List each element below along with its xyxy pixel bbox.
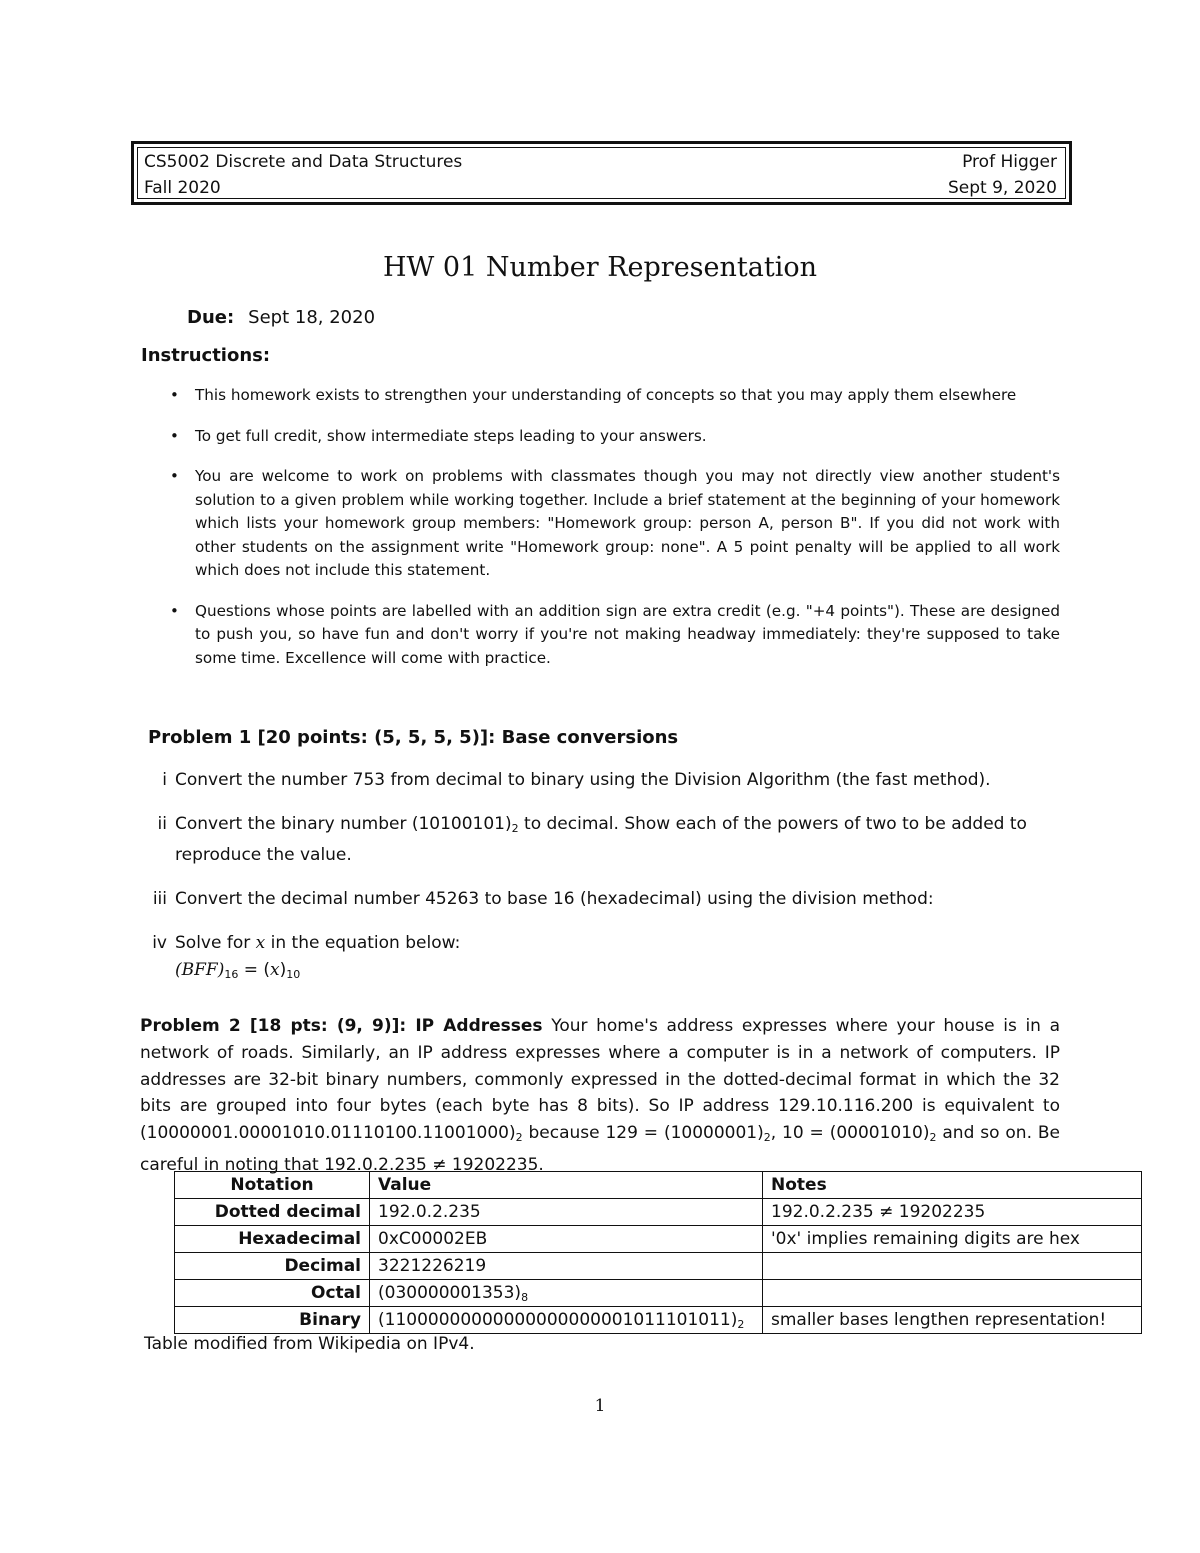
row-value xyxy=(370,1307,763,1334)
table-row xyxy=(175,1226,1142,1253)
row-label: Decimal xyxy=(175,1253,370,1280)
equation-rhs: ) xyxy=(279,960,287,980)
item-number: i xyxy=(162,770,167,790)
column-header-notation: Notation xyxy=(175,1172,370,1199)
row-label: Octal xyxy=(175,1280,370,1307)
course-header-row-1 xyxy=(144,152,1057,172)
table-row xyxy=(175,1307,1142,1334)
problem-1-item-iii xyxy=(140,886,1062,913)
due-date-line xyxy=(187,307,375,328)
equation-variable: x xyxy=(270,960,280,980)
due-value: Sept 18, 2020 xyxy=(248,307,376,328)
issue-date: Sept 9, 2020 xyxy=(948,178,1057,198)
value-base-subscript: 2 xyxy=(737,1317,745,1331)
problem-2-sub-b: 2 xyxy=(763,1131,771,1145)
instruction-item: • This homework exists to strengthen your understanding of concepts so that you may apply them elsewhere xyxy=(168,384,1060,408)
problem-1-item-ii xyxy=(140,811,1062,869)
value-text: (11000000000000000000001011101011) xyxy=(378,1309,738,1330)
row-label: Hexadecimal xyxy=(175,1226,370,1253)
equation-rhs-base: 10 xyxy=(286,968,301,981)
document-title: HW 01 Number Representation xyxy=(383,252,817,283)
row-value xyxy=(370,1253,763,1280)
problem-2-text-c: , 10 = (00001010) xyxy=(770,1123,930,1144)
item-text: Convert the number 753 from decimal to binary using the Division Algorithm (the fast method). xyxy=(175,770,991,790)
instruction-item: • You are welcome to work on problems with classmates though you may not directly view another student's solution to a given problem while working together. Include a brief statement at the beginning of your homework which lists your homework group members: "Homework group: person A, person B". If you did not work with other students on the assignment write "Homework group: none". A 5 point penalty will be applied to all work which does not include this statement. xyxy=(168,465,1060,583)
instructions-list xyxy=(168,384,1060,687)
row-note: '0x' implies remaining digits are hex xyxy=(763,1226,1142,1253)
problem-2-text-a: Your home's address expresses where your house is in a network of roads. Similarly, an IP address expresses where a computer is in a network of computers. IP addresses are 32-bit binary numbers, commonly expressed in the dotted-decimal format in which the 32 bits are grouped into four bytes (each byte has 8 bits). So IP address 129.10.116.200 is equivalent to (10000001.00001010.01110100.11001000) xyxy=(140,1016,1060,1144)
row-value xyxy=(370,1226,763,1253)
item-number: iii xyxy=(152,889,167,909)
equation-lhs-base: 16 xyxy=(224,968,239,981)
item-number: iv xyxy=(152,933,167,953)
problem-1-item-i xyxy=(140,767,1062,794)
problem-2-paragraph xyxy=(140,1013,1060,1179)
table-row xyxy=(175,1280,1142,1307)
term: Fall 2020 xyxy=(144,178,221,198)
row-note xyxy=(763,1253,1142,1280)
page-number: 1 xyxy=(594,1396,606,1416)
course-header-inner-border xyxy=(137,147,1066,199)
item-text-post: to decimal. Show each of the powers of two to be added to reproduce the value. xyxy=(175,814,1027,865)
value-text: 0xC00002EB xyxy=(378,1229,488,1249)
value-text: 3221226219 xyxy=(378,1256,487,1276)
problem-2-sub-c: 2 xyxy=(929,1131,937,1145)
table-header-row xyxy=(175,1172,1142,1199)
problem-1-item-iv xyxy=(140,930,1062,988)
problem-1-items xyxy=(140,767,1062,1005)
instruction-item: • Questions whose points are labelled with an addition sign are extra credit (e.g. "+4 points"). These are designed to push you, so have fun and don't worry if you're not making headway immediately: they're supposed to take some time. Excellence will come with practice. xyxy=(168,600,1060,671)
value-base-subscript: 8 xyxy=(521,1290,529,1304)
equation-lhs: (BFF) xyxy=(175,960,225,980)
problem-2-sub-a: 2 xyxy=(515,1131,523,1145)
equation xyxy=(175,960,300,980)
course-header-row-2 xyxy=(144,178,1057,198)
item-text-pre: Solve for xyxy=(175,933,256,953)
item-text-post: in the equation below: xyxy=(265,933,461,953)
value-text: (030000001353) xyxy=(378,1282,522,1303)
instruction-item: • To get full credit, show intermediate steps leading to your answers. xyxy=(168,425,1060,449)
row-value xyxy=(370,1199,763,1226)
equation-equals: = ( xyxy=(238,960,271,980)
ip-notation-table xyxy=(174,1171,1142,1334)
problem-2-text-b: because 129 = (10000001) xyxy=(522,1123,764,1144)
table-caption: Table modified from Wikipedia on IPv4. xyxy=(144,1334,475,1354)
course-header-box xyxy=(131,141,1072,205)
problem-2-heading: Problem 2 [18 pts: (9, 9)]: IP Addresses xyxy=(140,1016,543,1036)
row-note: 192.0.2.235 ≠ 19202235 xyxy=(763,1199,1142,1226)
row-note: smaller bases lengthen representation! xyxy=(763,1307,1142,1334)
row-label: Dotted decimal xyxy=(175,1199,370,1226)
course-name: CS5002 Discrete and Data Structures xyxy=(144,152,463,172)
due-label: Due: xyxy=(187,307,235,328)
item-text-pre: Convert the binary number (10100101) xyxy=(175,814,512,834)
table-row xyxy=(175,1199,1142,1226)
professor-name: Prof Higger xyxy=(962,152,1057,172)
item-variable: x xyxy=(255,933,266,953)
row-value xyxy=(370,1280,763,1307)
row-label: Binary xyxy=(175,1307,370,1334)
problem-2-text-d: and so on. Be careful in noting that 192.0.2.235 ≠ 19202235. xyxy=(140,1123,1060,1175)
row-note xyxy=(763,1280,1142,1307)
instructions-heading: Instructions: xyxy=(141,345,271,366)
item-subscript: 2 xyxy=(511,822,519,835)
item-text: Convert the decimal number 45263 to base 16 (hexadecimal) using the division method: xyxy=(175,889,934,909)
value-text: 192.0.2.235 xyxy=(378,1202,481,1222)
problem-1-heading: Problem 1 [20 points: (5, 5, 5, 5)]: Base conversions xyxy=(148,727,679,748)
column-header-notes: Notes xyxy=(763,1172,1142,1199)
column-header-value: Value xyxy=(370,1172,763,1199)
table-row xyxy=(175,1253,1142,1280)
item-number: ii xyxy=(157,814,167,834)
